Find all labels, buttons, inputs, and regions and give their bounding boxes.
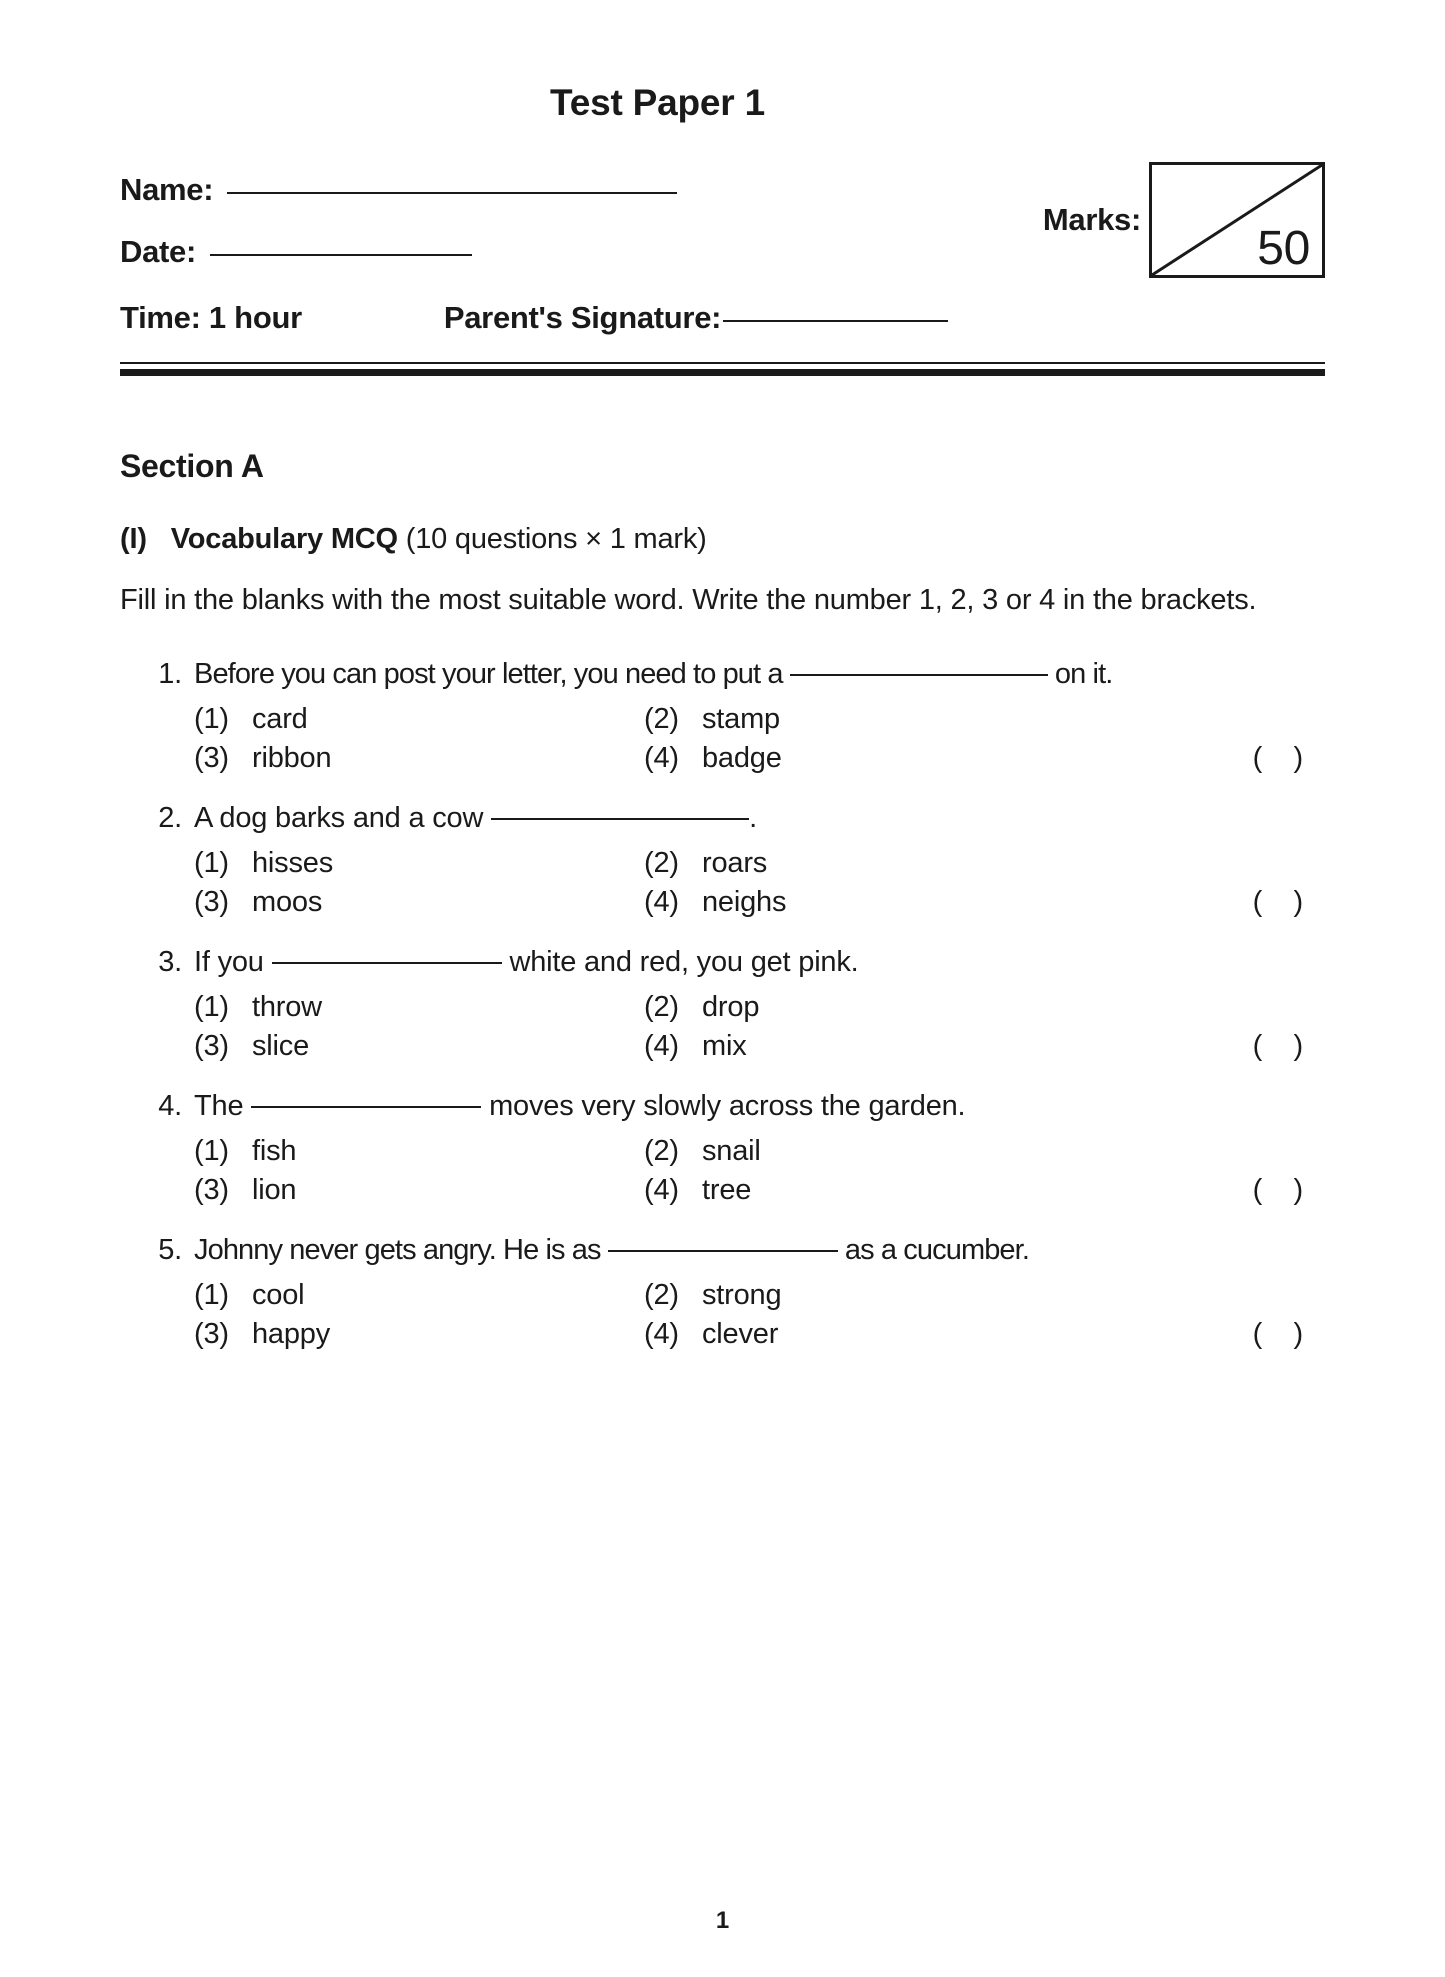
option-label: mix bbox=[702, 1029, 747, 1062]
question-stem bbox=[120, 655, 1325, 694]
question-text-before-blank: Before you can post your letter, you need to put a bbox=[194, 658, 790, 691]
option-number: (2) bbox=[644, 847, 679, 880]
question-number: 3. bbox=[158, 946, 182, 979]
option-label: strong bbox=[702, 1278, 782, 1311]
answer-brackets[interactable]: ( ) bbox=[1252, 1029, 1303, 1062]
option-number: (2) bbox=[644, 1134, 679, 1167]
option-group bbox=[120, 844, 1325, 921]
option-group bbox=[120, 1276, 1325, 1353]
option-number: (1) bbox=[194, 1134, 229, 1167]
answer-blank-line[interactable] bbox=[790, 674, 1048, 676]
option-label: slice bbox=[252, 1029, 310, 1062]
option-item[interactable] bbox=[644, 1027, 994, 1066]
option-number: (1) bbox=[194, 847, 229, 880]
option-number: (3) bbox=[194, 885, 229, 918]
option-item[interactable] bbox=[644, 988, 994, 1027]
option-item[interactable] bbox=[644, 1132, 994, 1171]
option-label: lion bbox=[252, 1173, 297, 1206]
option-group bbox=[120, 700, 1325, 777]
option-row bbox=[194, 988, 1325, 1027]
option-group bbox=[120, 1132, 1325, 1209]
exam-meta-block bbox=[120, 172, 1325, 376]
option-row bbox=[194, 739, 1325, 778]
option-row bbox=[194, 883, 1325, 922]
question-text-before-blank: If you bbox=[194, 946, 272, 979]
option-number: (3) bbox=[194, 1029, 229, 1062]
option-item[interactable] bbox=[194, 1171, 644, 1210]
option-item[interactable] bbox=[194, 1027, 644, 1066]
marks-total: 50 bbox=[1257, 222, 1310, 275]
part-roman: (I) bbox=[120, 523, 147, 555]
question-number: 1. bbox=[158, 658, 182, 691]
option-item[interactable] bbox=[194, 1276, 644, 1315]
option-number: (2) bbox=[644, 1278, 679, 1311]
option-label: card bbox=[252, 703, 308, 736]
question-text bbox=[194, 799, 1325, 838]
option-item[interactable] bbox=[194, 883, 644, 922]
question-list bbox=[120, 655, 1325, 1353]
option-number: (1) bbox=[194, 991, 229, 1023]
question-text-after-blank: moves very slowly across the garden. bbox=[481, 1090, 966, 1123]
part-heading bbox=[120, 523, 1325, 556]
date-label: Date: bbox=[120, 234, 197, 269]
question-stem bbox=[120, 1087, 1325, 1126]
option-row bbox=[194, 700, 1325, 739]
option-label: snail bbox=[702, 1134, 761, 1167]
answer-brackets[interactable]: ( ) bbox=[1252, 1173, 1303, 1206]
option-number: (3) bbox=[194, 1317, 229, 1350]
answer-blank-line[interactable] bbox=[491, 818, 749, 820]
option-item[interactable] bbox=[194, 700, 644, 739]
date-row bbox=[120, 234, 1325, 270]
part-name: Vocabulary MCQ bbox=[170, 523, 398, 555]
option-label: stamp bbox=[702, 703, 780, 736]
option-item[interactable] bbox=[644, 844, 994, 883]
question-item bbox=[120, 655, 1325, 777]
option-label: happy bbox=[252, 1317, 331, 1350]
answer-blank-line[interactable] bbox=[272, 962, 502, 964]
option-group bbox=[120, 988, 1325, 1065]
date-input-line[interactable] bbox=[210, 254, 472, 256]
option-item[interactable] bbox=[644, 1276, 994, 1315]
option-item[interactable] bbox=[194, 1315, 644, 1354]
marks-label: Marks: bbox=[1042, 202, 1141, 237]
option-number: (2) bbox=[644, 991, 679, 1023]
question-stem bbox=[120, 799, 1325, 838]
answer-blank-line[interactable] bbox=[608, 1250, 838, 1252]
option-number: (4) bbox=[644, 1029, 679, 1062]
question-number: 4. bbox=[158, 1090, 182, 1123]
option-row bbox=[194, 1027, 1325, 1066]
option-number: (4) bbox=[644, 885, 679, 918]
option-number: (1) bbox=[194, 703, 229, 736]
option-label: neighs bbox=[702, 885, 787, 918]
option-label: ribbon bbox=[252, 741, 332, 774]
option-label: tree bbox=[702, 1173, 752, 1206]
question-stem bbox=[120, 1231, 1325, 1270]
answer-brackets[interactable]: ( ) bbox=[1252, 741, 1303, 774]
option-number: (3) bbox=[194, 741, 229, 774]
question-text bbox=[194, 1087, 1325, 1126]
parent-signature-group bbox=[444, 300, 948, 336]
option-label: fish bbox=[252, 1134, 297, 1167]
header-divider-thick bbox=[120, 369, 1325, 376]
option-number: (3) bbox=[194, 1173, 229, 1206]
option-label: badge bbox=[702, 741, 782, 774]
option-row bbox=[194, 1276, 1325, 1315]
option-label: hisses bbox=[252, 847, 333, 880]
parent-signature-line[interactable] bbox=[723, 320, 948, 322]
option-label: roars bbox=[702, 847, 768, 880]
question-text-before-blank: Johnny never gets angry. He is as bbox=[194, 1234, 608, 1267]
question-text-after-blank: as a cucumber. bbox=[837, 1234, 1029, 1267]
part-meta: (10 questions × 1 mark) bbox=[405, 523, 707, 555]
option-number: (4) bbox=[644, 1317, 679, 1350]
answer-blank-line[interactable] bbox=[251, 1106, 481, 1108]
option-item[interactable] bbox=[644, 1315, 994, 1354]
question-item bbox=[120, 943, 1325, 1065]
option-item[interactable] bbox=[644, 883, 994, 922]
option-label: clever bbox=[702, 1317, 779, 1350]
question-text-after-blank: white and red, you get pink. bbox=[501, 946, 859, 979]
option-label: moos bbox=[252, 885, 323, 918]
question-number: 2. bbox=[158, 802, 182, 835]
option-number: (4) bbox=[644, 741, 679, 774]
question-stem bbox=[120, 943, 1325, 982]
question-text bbox=[194, 943, 1325, 982]
page-number: 1 bbox=[715, 1907, 730, 1934]
option-row bbox=[194, 844, 1325, 883]
option-label: cool bbox=[252, 1278, 305, 1311]
question-item bbox=[120, 1231, 1325, 1353]
name-input-line[interactable] bbox=[227, 192, 677, 194]
question-item bbox=[120, 1087, 1325, 1209]
option-item[interactable] bbox=[644, 739, 994, 778]
answer-brackets[interactable]: ( ) bbox=[1252, 885, 1303, 918]
option-label: throw bbox=[252, 991, 322, 1023]
question-text bbox=[194, 655, 1325, 694]
option-item[interactable] bbox=[194, 739, 644, 778]
name-label: Name: bbox=[120, 172, 214, 207]
option-row bbox=[194, 1171, 1325, 1210]
page-title: Test Paper 1 bbox=[550, 82, 765, 123]
question-text-after-blank: on it. bbox=[1047, 658, 1113, 691]
question-text-after-blank: . bbox=[749, 802, 757, 835]
option-number: (1) bbox=[194, 1278, 229, 1311]
option-number: (2) bbox=[644, 703, 679, 736]
question-item bbox=[120, 799, 1325, 921]
option-item[interactable] bbox=[194, 988, 644, 1027]
header-divider bbox=[120, 362, 1325, 376]
option-row bbox=[194, 1315, 1325, 1354]
option-item[interactable] bbox=[194, 844, 644, 883]
section-heading: Section A bbox=[120, 448, 264, 484]
question-text-before-blank: A dog barks and a cow bbox=[194, 802, 492, 835]
answer-brackets[interactable]: ( ) bbox=[1252, 1317, 1303, 1350]
question-number: 5. bbox=[158, 1234, 182, 1267]
option-label: drop bbox=[702, 991, 760, 1023]
option-row bbox=[194, 1132, 1325, 1171]
option-item[interactable] bbox=[644, 700, 994, 739]
time-signature-row bbox=[120, 300, 1325, 336]
instructions-text: Fill in the blanks with the most suitable word. Write the number 1, 2, 3 or 4 in the brackets. bbox=[120, 584, 1257, 616]
option-item[interactable] bbox=[194, 1132, 644, 1171]
option-number: (4) bbox=[644, 1173, 679, 1206]
parent-signature-label: Parent's Signature: bbox=[443, 300, 722, 335]
question-text bbox=[194, 1231, 1325, 1270]
option-item[interactable] bbox=[644, 1171, 994, 1210]
question-text-before-blank: The bbox=[194, 1090, 252, 1123]
time-label: Time: 1 hour bbox=[120, 300, 302, 335]
